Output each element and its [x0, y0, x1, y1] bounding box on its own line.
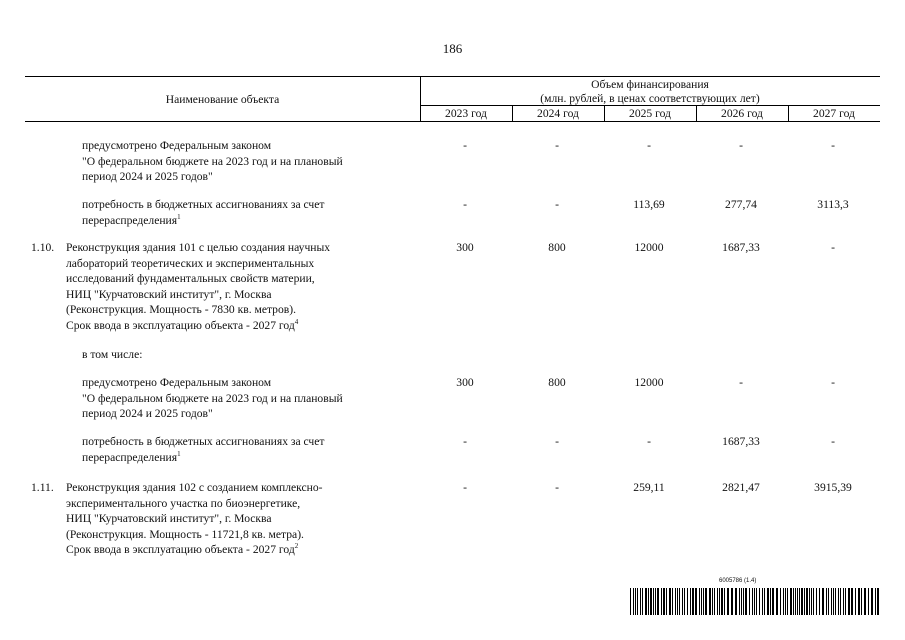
description-line — [82, 347, 142, 363]
funding-value-2026: 1687,33 — [722, 435, 760, 448]
funding-value-2023: - — [463, 139, 467, 152]
barcode-bar — [838, 588, 839, 615]
barcode-bar — [759, 588, 760, 615]
description-line — [82, 169, 343, 185]
funding-value-2023: - — [463, 481, 467, 494]
year-header-2027: 2027 год — [813, 107, 855, 120]
year-header-2025: 2025 год — [629, 107, 671, 120]
header-bottom-rule — [25, 121, 880, 122]
barcode-bar — [764, 588, 765, 615]
description-line — [82, 434, 324, 450]
barcode-bar — [642, 588, 643, 615]
description-line-text: перераспределения — [82, 213, 178, 227]
barcode-bar — [831, 588, 832, 615]
barcode-bar — [848, 588, 850, 615]
row-number: 1.10. — [31, 241, 55, 254]
barcode-bar — [799, 588, 800, 615]
barcode-bar — [861, 588, 862, 615]
funding-value-2026: 1687,33 — [722, 241, 760, 254]
barcode-bar — [785, 588, 786, 615]
row-description — [66, 480, 323, 558]
barcode-bar — [845, 588, 846, 615]
barcode-bar — [787, 588, 788, 615]
funding-value-2027: 3113,3 — [817, 198, 849, 211]
funding-value-2025: 12000 — [634, 241, 664, 254]
description-line-text: лабораторий теоретических и экспериментальных — [66, 256, 315, 270]
barcode-bar — [705, 588, 707, 615]
barcode-bar — [712, 588, 713, 615]
barcode-bar — [701, 588, 702, 615]
footnote-marker: 2 — [294, 542, 299, 551]
description-line — [66, 480, 323, 496]
funding-value-2025: - — [647, 435, 651, 448]
barcode-bar — [770, 588, 771, 615]
barcode-bar — [877, 588, 879, 615]
description-line — [66, 302, 330, 318]
description-line — [66, 527, 323, 543]
description-line-text: "О федеральном бюджете на 2023 год и на плановый — [82, 154, 343, 168]
year-header-2026: 2026 год — [721, 107, 763, 120]
barcode-bar — [637, 588, 638, 615]
barcode-bar — [653, 588, 654, 615]
funding-value-2026: - — [739, 376, 743, 389]
barcode-bar — [809, 588, 810, 615]
barcode-bar — [633, 588, 634, 615]
funding-header-subtitle: (млн. рублей, в ценах соответствующих лет) — [540, 92, 760, 105]
barcode-bar — [679, 588, 680, 615]
description-line-text: НИЦ "Курчатовский институт", г. Москва — [66, 512, 272, 526]
funding-value-2026: - — [739, 139, 743, 152]
barcode-bar — [655, 588, 656, 615]
funding-value-2023: 300 — [456, 241, 474, 254]
row-description — [82, 375, 343, 422]
barcode-bar — [875, 588, 876, 615]
row-description — [82, 138, 343, 185]
funding-value-2027: - — [831, 435, 835, 448]
description-line — [66, 542, 323, 558]
barcode-bar — [806, 588, 808, 615]
description-line-text: экспериментального участка по биоэнергетике, — [66, 496, 301, 510]
barcode-bar — [648, 588, 649, 615]
barcode-bar — [835, 588, 836, 615]
barcode-bar — [640, 588, 641, 615]
barcode-bar — [813, 588, 814, 615]
barcode-bar — [690, 588, 691, 615]
barcode-bar — [657, 588, 659, 615]
barcode-bar — [709, 588, 711, 615]
description-line-text: потребность в бюджетных ассигнованиях за счет — [82, 198, 325, 211]
funding-value-2025: 259,11 — [633, 481, 665, 494]
barcode-bar — [719, 588, 720, 615]
description-line — [82, 138, 343, 154]
barcode-bar — [635, 588, 636, 615]
funding-value-2024: 800 — [548, 376, 566, 389]
description-line-text: Срок ввода в эксплуатацию объекта - 2027 год — [66, 543, 295, 557]
funding-value-2023: - — [463, 198, 467, 211]
funding-value-2023: - — [463, 435, 467, 448]
funding-value-2023: 300 — [456, 376, 474, 389]
barcode-bar — [721, 588, 723, 615]
barcode-bar — [754, 588, 755, 615]
description-line-text: (Реконструкция. Мощность - 7830 кв. метров). — [66, 303, 297, 317]
barcode-bar — [855, 588, 856, 615]
column-header-object-name: Наименование объекта — [165, 93, 280, 106]
funding-value-2026: 2821,47 — [722, 481, 760, 494]
description-line-text: период 2024 и 2025 годов" — [82, 407, 213, 421]
barcode-bar — [727, 588, 729, 615]
barcode-bar — [833, 588, 834, 615]
barcode-area — [630, 578, 881, 616]
barcode-bar — [739, 588, 740, 615]
funding-value-2027: - — [831, 241, 835, 254]
barcode-bar — [843, 588, 844, 615]
funding-value-2024: 800 — [548, 241, 566, 254]
barcode-bar — [762, 588, 763, 615]
funding-value-2025: 12000 — [634, 376, 664, 389]
barcode-bar — [663, 588, 665, 615]
description-line — [66, 318, 330, 334]
barcode-bar — [797, 588, 798, 615]
barcode-bar — [752, 588, 753, 615]
barcode-bar — [741, 588, 742, 615]
barcode-bar — [780, 588, 781, 615]
description-line-text: потребность в бюджетных ассигнованиях за счет — [82, 435, 325, 448]
description-line — [66, 240, 330, 256]
barcode-bar — [684, 588, 685, 615]
barcode-bar — [724, 588, 725, 615]
funding-value-2025: - — [647, 139, 651, 152]
barcode-bar — [677, 588, 678, 615]
funding-value-2024: - — [555, 198, 559, 211]
barcode-bar — [731, 588, 733, 615]
barcode-bar — [864, 588, 866, 615]
row-description — [82, 197, 324, 228]
barcode-bar — [645, 588, 647, 615]
funding-header-title: Объем финансирования — [591, 78, 709, 91]
description-line — [82, 375, 343, 391]
description-line-text: (Реконструкция. Мощность - 11721,8 кв. метра). — [66, 527, 304, 541]
barcode-bar — [772, 588, 774, 615]
row-number: 1.11. — [31, 481, 54, 494]
description-line — [66, 287, 330, 303]
barcode-bar — [783, 588, 784, 615]
barcode-bar — [687, 588, 688, 615]
description-line — [82, 450, 324, 466]
barcode-bar — [756, 588, 757, 615]
description-line-text: "О федеральном бюджете на 2023 год и на плановый — [82, 391, 343, 405]
barcode-bar — [801, 588, 803, 615]
barcode-bar — [819, 588, 820, 615]
description-line — [66, 271, 330, 287]
barcode-bar — [804, 588, 805, 615]
barcode-bar — [795, 588, 796, 615]
barcode-bar — [851, 588, 853, 615]
barcode-bar — [669, 588, 671, 615]
barcode-bar — [695, 588, 697, 615]
description-line — [66, 256, 330, 272]
year-header-2023: 2023 год — [445, 107, 487, 120]
page-number: 186 — [442, 41, 463, 56]
barcode-bar — [717, 588, 718, 615]
barcode-bar — [661, 588, 662, 615]
footnote-marker: 1 — [177, 212, 181, 221]
barcode-bar — [767, 588, 769, 615]
barcode-bar — [790, 588, 792, 615]
funding-value-2026: 277,74 — [725, 198, 757, 211]
barcode-bar — [793, 588, 794, 615]
barcode-bar — [745, 588, 747, 615]
barcode-bar — [826, 588, 827, 615]
description-line-text: Реконструкция здания 102 с созданием комплексно- — [66, 481, 323, 494]
barcode-bar — [840, 588, 841, 615]
description-line — [66, 496, 323, 512]
funding-value-2027: - — [831, 376, 835, 389]
description-line-text: перераспределения — [82, 450, 178, 464]
barcode-bar — [743, 588, 744, 615]
row-description — [66, 240, 330, 334]
description-line-text: НИЦ "Курчатовский институт", г. Москва — [66, 287, 272, 301]
description-line — [82, 213, 324, 229]
funding-value-2024: - — [555, 435, 559, 448]
footnote-marker: 4 — [294, 317, 299, 326]
barcode-bar — [871, 588, 873, 615]
footnote-marker: 1 — [177, 449, 181, 458]
barcode-bar — [822, 588, 824, 615]
description-line — [82, 391, 343, 407]
description-line-text: исследований фундаментальных свойств материи, — [66, 272, 315, 286]
barcode-bar — [675, 588, 676, 615]
barcode-bar — [703, 588, 704, 615]
description-line-text: в том числе: — [82, 348, 143, 361]
barcode-bar — [735, 588, 737, 615]
description-line-text: предусмотрено Федеральным законом — [82, 139, 272, 152]
barcode-bar — [776, 588, 778, 615]
funding-value-2024: - — [555, 139, 559, 152]
barcode-bar — [811, 588, 812, 615]
barcode-bar — [816, 588, 817, 615]
barcode-bar — [699, 588, 700, 615]
table-header — [25, 76, 880, 122]
row-description — [82, 434, 324, 465]
barcode-bar — [714, 588, 715, 615]
barcode-bar — [682, 588, 683, 615]
barcode-bar — [650, 588, 652, 615]
row-description — [82, 347, 142, 363]
description-line — [66, 511, 323, 527]
description-line — [82, 406, 343, 422]
barcode-bar — [692, 588, 694, 615]
funding-value-2024: - — [555, 481, 559, 494]
funding-value-2027: 3915,39 — [814, 481, 852, 494]
description-line — [82, 197, 324, 213]
header-top-rule — [25, 76, 880, 77]
barcode-bar — [749, 588, 750, 615]
description-line — [82, 154, 343, 170]
barcode-image — [630, 588, 881, 615]
description-line-text: предусмотрено Федеральным законом — [82, 376, 272, 389]
barcode-label: 6005786 (1.4) — [719, 578, 757, 584]
barcode-bar — [858, 588, 860, 615]
description-line-text: Срок ввода в эксплуатацию объекта - 2027 год — [66, 318, 295, 332]
year-header-2024: 2024 год — [537, 107, 579, 120]
barcode-bar — [868, 588, 869, 615]
funding-value-2027: - — [831, 139, 835, 152]
barcode-bar — [666, 588, 667, 615]
description-line-text: Реконструкция здания 101 с целью создания научных — [66, 241, 331, 254]
funding-value-2025: 113,69 — [633, 198, 665, 211]
barcode-bar — [672, 588, 673, 615]
description-line-text: период 2024 и 2025 годов" — [82, 170, 213, 184]
barcode-bar — [630, 588, 631, 615]
barcode-bar — [828, 588, 829, 615]
